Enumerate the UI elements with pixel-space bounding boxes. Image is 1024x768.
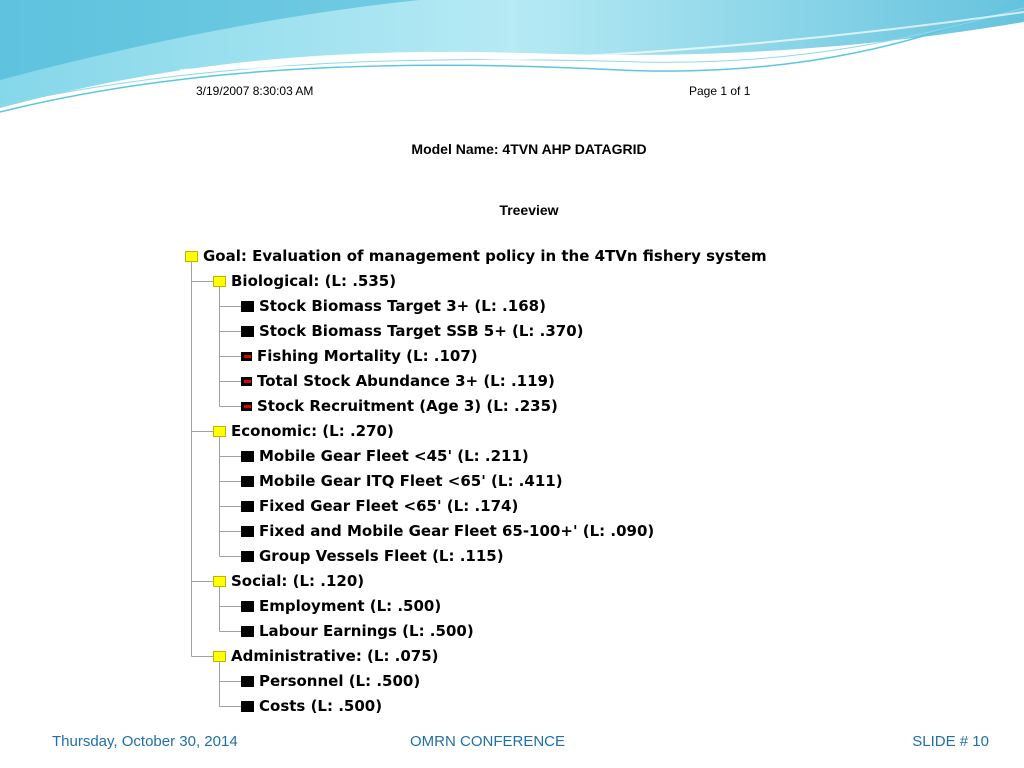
leaf-node-icon bbox=[241, 526, 254, 537]
tree-node-label: Stock Biomass Target SSB 5+ (L: .370) bbox=[259, 322, 584, 340]
footer-date: Thursday, October 30, 2014 bbox=[52, 733, 238, 750]
footer-conference: OMRN CONFERENCE bbox=[410, 733, 566, 750]
leaf-node-icon bbox=[241, 326, 254, 337]
tree-node-label: Mobile Gear Fleet <45' (L: .211) bbox=[259, 447, 529, 465]
tree-node-label: Social: (L: .120) bbox=[231, 572, 365, 590]
tree-node-biological[interactable] bbox=[213, 271, 396, 291]
leaf-node-icon bbox=[241, 601, 254, 612]
tree-node-label: Group Vessels Fleet (L: .115) bbox=[259, 547, 504, 565]
tree-node-mobile-gear-itq-fleet[interactable] bbox=[241, 471, 563, 491]
criterion-node-icon bbox=[213, 276, 226, 287]
tree-node-employment[interactable] bbox=[241, 596, 441, 616]
page-number: Page 1 of 1 bbox=[689, 84, 751, 98]
tree-node-economic[interactable] bbox=[213, 421, 394, 441]
tree-node-label: Administrative: (L: .075) bbox=[231, 647, 439, 665]
tree-node-label: Fixed and Mobile Gear Fleet 65-100+' (L: .090) bbox=[259, 522, 655, 540]
warning-leaf-icon bbox=[241, 402, 252, 411]
leaf-node-icon bbox=[241, 451, 254, 462]
tree-node-label: Costs (L: .500) bbox=[259, 697, 383, 715]
tree-node-personnel[interactable] bbox=[241, 671, 420, 691]
tree-node-fishing-mortality[interactable] bbox=[241, 346, 478, 366]
tree-node-fixed-and-mobile-fleet[interactable] bbox=[241, 521, 654, 541]
tree-node-labour-earnings[interactable] bbox=[241, 621, 474, 641]
leaf-node-icon bbox=[241, 301, 254, 312]
tree-node-social[interactable] bbox=[213, 571, 364, 591]
leaf-node-icon bbox=[241, 551, 254, 562]
leaf-node-icon bbox=[241, 501, 254, 512]
tree-node-mobile-gear-fleet[interactable] bbox=[241, 446, 529, 466]
tree-node-label: Biological: (L: .535) bbox=[231, 272, 397, 290]
treeview-title: Treeview bbox=[499, 202, 559, 218]
leaf-node-icon bbox=[241, 476, 254, 487]
footer-slide-number: SLIDE # 10 bbox=[912, 733, 989, 750]
criterion-node-icon bbox=[213, 426, 226, 437]
warning-leaf-icon bbox=[241, 352, 252, 361]
goal-node-icon bbox=[185, 251, 198, 262]
tree-node-administrative[interactable] bbox=[213, 646, 439, 666]
tree-node-label: Mobile Gear ITQ Fleet <65' (L: .411) bbox=[259, 472, 563, 490]
report-timestamp: 3/19/2007 8:30:03 AM bbox=[196, 84, 314, 98]
model-name-title: Model Name: 4TVN AHP DATAGRID bbox=[411, 141, 647, 157]
tree-node-label: Fixed Gear Fleet <65' (L: .174) bbox=[259, 497, 519, 515]
tree-node-goal[interactable] bbox=[185, 246, 767, 266]
tree-node-label: Labour Earnings (L: .500) bbox=[259, 622, 474, 640]
tree-node-stock-biomass-ssb[interactable] bbox=[241, 321, 584, 341]
criterion-node-icon bbox=[213, 651, 226, 662]
tree-node-label: Total Stock Abundance 3+ (L: .119) bbox=[257, 372, 555, 390]
tree-node-label: Personnel (L: .500) bbox=[259, 672, 421, 690]
leaf-node-icon bbox=[241, 701, 254, 712]
tree-node-label: Economic: (L: .270) bbox=[231, 422, 394, 440]
tree-node-label: Stock Recruitment (Age 3) (L: .235) bbox=[257, 397, 558, 415]
tree-node-group-vessels-fleet[interactable] bbox=[241, 546, 504, 566]
leaf-node-icon bbox=[241, 626, 254, 637]
tree-node-total-stock-abundance[interactable] bbox=[241, 371, 555, 391]
tree-node-label: Fishing Mortality (L: .107) bbox=[257, 347, 478, 365]
leaf-node-icon bbox=[241, 676, 254, 687]
tree-node-label: Employment (L: .500) bbox=[259, 597, 442, 615]
tree-node-fixed-gear-fleet[interactable] bbox=[241, 496, 518, 516]
tree-node-stock-biomass-target[interactable] bbox=[241, 296, 546, 316]
tree-node-costs[interactable] bbox=[241, 696, 382, 716]
tree-node-label: Stock Biomass Target 3+ (L: .168) bbox=[259, 297, 546, 315]
warning-leaf-icon bbox=[241, 377, 252, 386]
criterion-node-icon bbox=[213, 576, 226, 587]
tree-node-stock-recruitment[interactable] bbox=[241, 396, 558, 416]
tree-node-label: Goal: Evaluation of management policy in the 4TVn fishery system bbox=[203, 247, 767, 265]
